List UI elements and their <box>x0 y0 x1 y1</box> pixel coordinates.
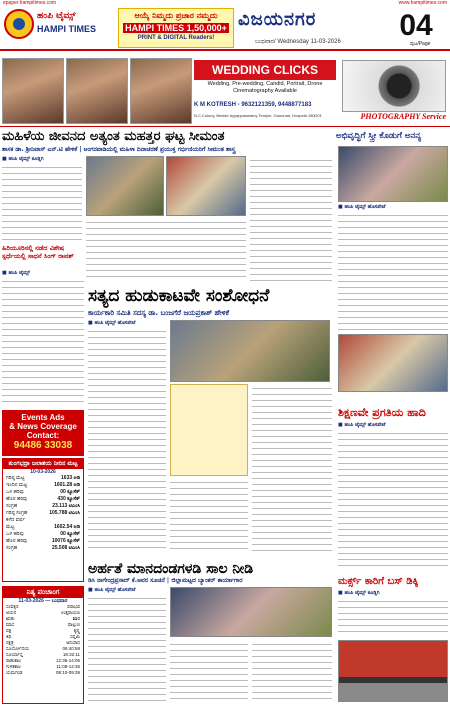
story3-byline: ■ ಹಂಪಿ ಟೈಮ್ಸ್ ಹೊಸಪೇಟೆ <box>88 587 136 593</box>
panchanga-date: 11-03-2026 — ಬುಧವಾರ <box>18 598 68 604</box>
photography-brand: PHOTOGRAPHY Service <box>360 112 446 121</box>
page-number: 04 <box>399 9 433 42</box>
mini-story-headline[interactable]: ಹಿರಿಯೂರಿನಲ್ಲಿ ನಡೆದ ವಿಶೇಷ ಸ್ಪರ್ಧೆಯಲ್ಲಿ ಸಾಧನೆ ಸಿಂಗ್ ರಾವತ್ <box>2 244 74 260</box>
right-story2-photo <box>338 334 448 392</box>
readership-ad-line1: ಆಯ್ಕೆ ನಿಮ್ಮದು ಪ್ರಚಾರ ನಮ್ಮದು <box>134 11 218 20</box>
right-story3-body <box>338 597 448 637</box>
dam-level-label: ಹೊರ ಹರಿವು <box>6 538 28 544</box>
panchanga-label: ಮಾಸ <box>6 622 15 627</box>
edition-name: ವಿಜಯನಗರ <box>238 9 317 30</box>
story3-subhead: ಡಿಸಿ ನಾಗೇಂದ್ರಪ್ರಸಾದ್ ಕೆ.ಅವರ ಸೂಚನೆ | ಜಿಲ್ಲಾಮಟ್ಟದ ಬ್ಯಾಂಕರ್ ಕಾರ್ಯಾಗಾರ <box>88 577 243 584</box>
panchanga-label: ಸೂರ್ಯಾಸ್ತ <box>6 652 23 657</box>
panchanga-label: ರಾಹುಕಾಲ <box>6 658 22 663</box>
story1-body-col1 <box>2 163 82 243</box>
dam-level-value: 00 ಕ್ಯೂಸೆಕ್ <box>60 531 80 537</box>
top-url-bar <box>0 0 450 7</box>
dam-level-row <box>3 510 83 517</box>
dam-level-box <box>2 458 84 582</box>
mini-story-byline: ■ ಹಂಪಿ ಟೈಮ್ಸ್ <box>2 270 30 276</box>
panchanga-value: ಶಿಶಿರ <box>72 616 80 621</box>
right-story3-headline[interactable]: ಮರ್ಕ್ಸ್ ಕಾರಿಗೆ ಬಸ್ ಡಿಕ್ಕಿ <box>338 576 419 587</box>
story2-subhead: ಕಾರ್ಯಕಾರಿ ಸಮಿತಿ ಸದಸ್ಯ ಡಾ. ಬಂಜಗೆರೆ ಜಯಪ್ರಕಾಶ್ ಹೇಳಿಕೆ <box>88 309 230 317</box>
brand-name-kannada: ಹಂಪಿ ಟೈಮ್ಸ್ <box>37 11 76 21</box>
dam-level-label: ಕಳೆದ ವರ್ಷ <box>6 517 25 523</box>
panchanga-rows <box>3 604 83 676</box>
dam-level-row <box>3 517 83 524</box>
panchanga-value: ಫಾಲ್ಗುಣ <box>67 622 80 627</box>
story1-body-col2 <box>86 218 246 282</box>
story2-photo <box>170 320 330 382</box>
panchanga-box <box>2 586 84 704</box>
right-story1-headline[interactable]: ಅಭಿವೃದ್ಧಿಗೆ ಸ್ತ್ರೀ ಕೊಡುಗೆ ಅನನ್ಯ <box>336 131 422 141</box>
epaper-url[interactable]: epaper.hampitimes.com <box>3 0 57 6</box>
dam-level-label: ಗರಿಷ್ಠ ಮಟ್ಟ <box>6 475 25 481</box>
dam-level-value: 23.113 ಟಿಎಂಸಿ <box>52 503 80 509</box>
dam-level-label: ಸಂಗ್ರಹ <box>6 545 18 551</box>
story1-photo-2 <box>166 156 246 216</box>
readership-ad-line3: PRINT & DIGITAL Readers! <box>137 35 215 41</box>
story2-body-col3 <box>252 384 332 554</box>
logo-emblem-icon <box>4 9 34 39</box>
story2-highlights-box <box>170 384 248 476</box>
dam-level-value: 00 ಕ್ಯೂಸೆಕ್ <box>60 489 80 495</box>
story2-body-col2 <box>170 478 248 554</box>
story1-body-col3 <box>250 156 332 282</box>
dam-level-label: ಒಳ ಹರಿವು <box>6 531 24 537</box>
story1-subhead: ಶಾಸಕ ಡಾ. ಶ್ರೀನಿವಾಸ್ ಎನ್.ಟಿ ಹೇಳಿಕೆ | ಅಂಗನವಾಡಿಯಲ್ಲಿ ಮಹಿಳಾ ದಿನಾಚರಣೆ ಪ್ರಯುಕ್ತ ಗರ್ಭಿಣಿಯರಿಗೆ ಸೀಮಂತ ಶಾಸ್ತ್ರ <box>2 146 236 153</box>
story2-headline[interactable]: ಸತ್ಯದ ಹುಡುಕಾಟವೇ ಸಂಶೋಧನೆ <box>88 286 270 306</box>
dam-level-value: 10076 ಕ್ಯೂಸೆಕ್ <box>51 538 80 544</box>
bus-accident-photo <box>338 640 448 702</box>
dam-level-row <box>3 531 83 538</box>
dam-level-label: ಮಟ್ಟ <box>6 524 15 530</box>
dam-level-row <box>3 482 83 489</box>
story3-headline[interactable]: ಅರ್ಹತೆ ಮಾನದಂಡಗಳಡಿ ಸಾಲ ನೀಡಿ <box>88 561 254 577</box>
panchanga-value: 06:40:58 <box>62 646 80 651</box>
panchanga-title: ನಿತ್ಯ ಪಂಚಾಂಗ <box>3 587 83 598</box>
right-story1-byline: ■ ಹಂಪಿ ಟೈಮ್ಸ್ ಹೊಸಪೇಟೆ <box>338 204 386 210</box>
dam-level-value: 1633 ಅಡಿ <box>61 475 80 481</box>
right-story1-body <box>338 211 448 331</box>
wedding-ad-title: WEDDING CLICKS <box>194 60 336 80</box>
masthead <box>0 7 450 51</box>
events-ad-phone[interactable]: 94486 33038 <box>13 440 73 451</box>
dam-level-row <box>3 503 83 510</box>
dam-level-label: ಹೊರ ಹರಿವು <box>6 496 28 502</box>
story2-byline: ■ ಹಂಪಿ ಟೈಮ್ಸ್ ಹೊಸಪೇಟೆ <box>88 320 136 326</box>
dam-level-value: 105.788 ಟಿಎಂಸಿ <box>49 510 80 516</box>
story3-body-col1 <box>88 594 166 702</box>
dam-level-row <box>3 489 83 496</box>
wedding-photo-3 <box>130 58 192 124</box>
readership-ad-line2: HAMPI TIMES 1,50,000+ <box>123 23 229 33</box>
story1-byline: ■ ಹಂಪಿ ಟೈಮ್ಸ್ ಕೂಡ್ಲಿಗಿ <box>2 156 44 162</box>
mini-story-body <box>2 277 84 407</box>
panchanga-label: ಸಂವತ್ಸರ <box>6 604 19 609</box>
dam-level-label: ಒಳ ಹರಿವು <box>6 489 24 495</box>
right-story2-byline: ■ ಹಂಪಿ ಟೈಮ್ಸ್ ಹೊಸಪೇಟೆ <box>338 422 386 428</box>
website-url[interactable]: www.hampitimes.com <box>398 0 447 6</box>
right-story1-photo <box>338 146 448 202</box>
wedding-photo-2 <box>66 58 128 124</box>
panchanga-value: ಪರಾಭವ <box>67 604 80 609</box>
panchanga-value: ಸಪ್ತಮಿ <box>70 634 80 639</box>
story1-headline[interactable]: ಮಹಿಳೆಯ ಜೀವನದ ಅತ್ಯಂತ ಮಹತ್ತರ ಘಟ್ಟ ಸೀಮಂತ <box>2 129 225 144</box>
panchanga-label: ತಿಥಿ <box>6 634 12 639</box>
story1-photo-1 <box>86 156 164 216</box>
panchanga-label: ಸೂರ್ಯೋದಯ <box>6 646 30 651</box>
dam-level-row <box>3 545 83 552</box>
panchanga-value: ಉತ್ತರಾಯಣ <box>61 610 80 615</box>
events-ad-line2: & News Coverage <box>9 422 77 431</box>
events-ad-line3: Contact: <box>26 431 60 440</box>
panchanga-value: 08:10-09:39 <box>55 670 80 675</box>
dam-level-value: 25.508 ಟಿಎಂಸಿ <box>51 545 80 551</box>
dam-level-value: 430 ಕ್ಯೂಸೆಕ್ <box>57 496 80 502</box>
events-ad-line1: Events Ads <box>21 413 65 422</box>
panchanga-label: ಗುಳಿಕಕಾಲ <box>6 664 21 669</box>
panchanga-label: ನಕ್ಷತ್ರ <box>6 640 14 645</box>
panchanga-value: ಅನುರಾಧ <box>66 640 80 645</box>
story3-photo <box>170 587 332 637</box>
dam-level-title: ತುಂಗಭದ್ರಾ ಜಲಾಶಯ ನೀರಿನ ಮಟ್ಟ <box>3 459 83 469</box>
brand-name-english: HAMPI TIMES <box>37 24 97 34</box>
panchanga-value: 12:36-14:05 <box>55 658 80 663</box>
dam-level-label: ಸಂಗ್ರಹ <box>6 503 18 509</box>
right-story2-headline[interactable]: ಶಿಕ್ಷಣವೇ ಪ್ರಗತಿಯ ಹಾದಿ <box>338 406 426 419</box>
panchanga-row <box>3 670 83 676</box>
section-divider <box>0 126 450 127</box>
panchanga-label: ಯಮಗಂಡ <box>6 670 23 675</box>
wedding-photo-1 <box>2 58 64 124</box>
dam-level-row <box>3 496 83 503</box>
right-story2-body <box>338 429 448 571</box>
dam-level-rows <box>3 475 83 552</box>
dam-level-label: ಗರಿಷ್ಠ ಸಂಗ್ರಹ <box>6 510 28 516</box>
color-registration-dots <box>0 704 450 712</box>
panchanga-label: ಋತು <box>6 616 15 621</box>
panchanga-value: 11:08-12:36 <box>56 664 80 669</box>
dam-level-row <box>3 524 83 531</box>
readership-ad <box>118 8 234 48</box>
dam-level-label: ಇಂದಿನ ಮಟ್ಟ <box>6 482 28 488</box>
story3-body-col3 <box>252 640 332 702</box>
panchanga-label: ಪಕ್ಷ <box>6 628 12 633</box>
dam-level-value: 1602.54 ಅಡಿ <box>54 524 80 530</box>
dam-level-row <box>3 475 83 482</box>
camera-icon <box>342 60 446 112</box>
wedding-ad-address: N.C.Colony, Beside Ayyappaswamy Temple, Gunnnad, Hospete-583201 <box>194 113 322 118</box>
right-story3-byline: ■ ಹಂಪಿ ಟೈಮ್ಸ್ ಕೂಡ್ಲಿಗಿ <box>338 590 380 596</box>
dam-level-row <box>3 538 83 545</box>
events-ad-box[interactable] <box>2 410 84 456</box>
dam-level-date: 10-03-2026 <box>30 469 56 475</box>
panchanga-value: ಕೃಷ್ಣ <box>73 628 80 633</box>
page-label: ಪುಟ/Page <box>410 41 431 47</box>
dam-level-value: 1601.28 ಅಡಿ <box>54 482 80 488</box>
panchanga-label: ಆಯನ <box>6 610 17 615</box>
wedding-ad-contact: K M KOTRESH - 9632121359, 9448877183 <box>194 102 312 108</box>
story2-body-col1 <box>88 327 166 553</box>
wedding-ad-subtitle: Wedding, Pre-wedding, Candid, Portrait, Drone Cinematography Available <box>207 81 323 94</box>
panchanga-value: 18:32:11 <box>62 652 80 657</box>
dateline: ಬುಧವಾರ/ Wednesday 11-03-2026 <box>255 39 341 45</box>
story3-body-col2 <box>170 640 248 702</box>
